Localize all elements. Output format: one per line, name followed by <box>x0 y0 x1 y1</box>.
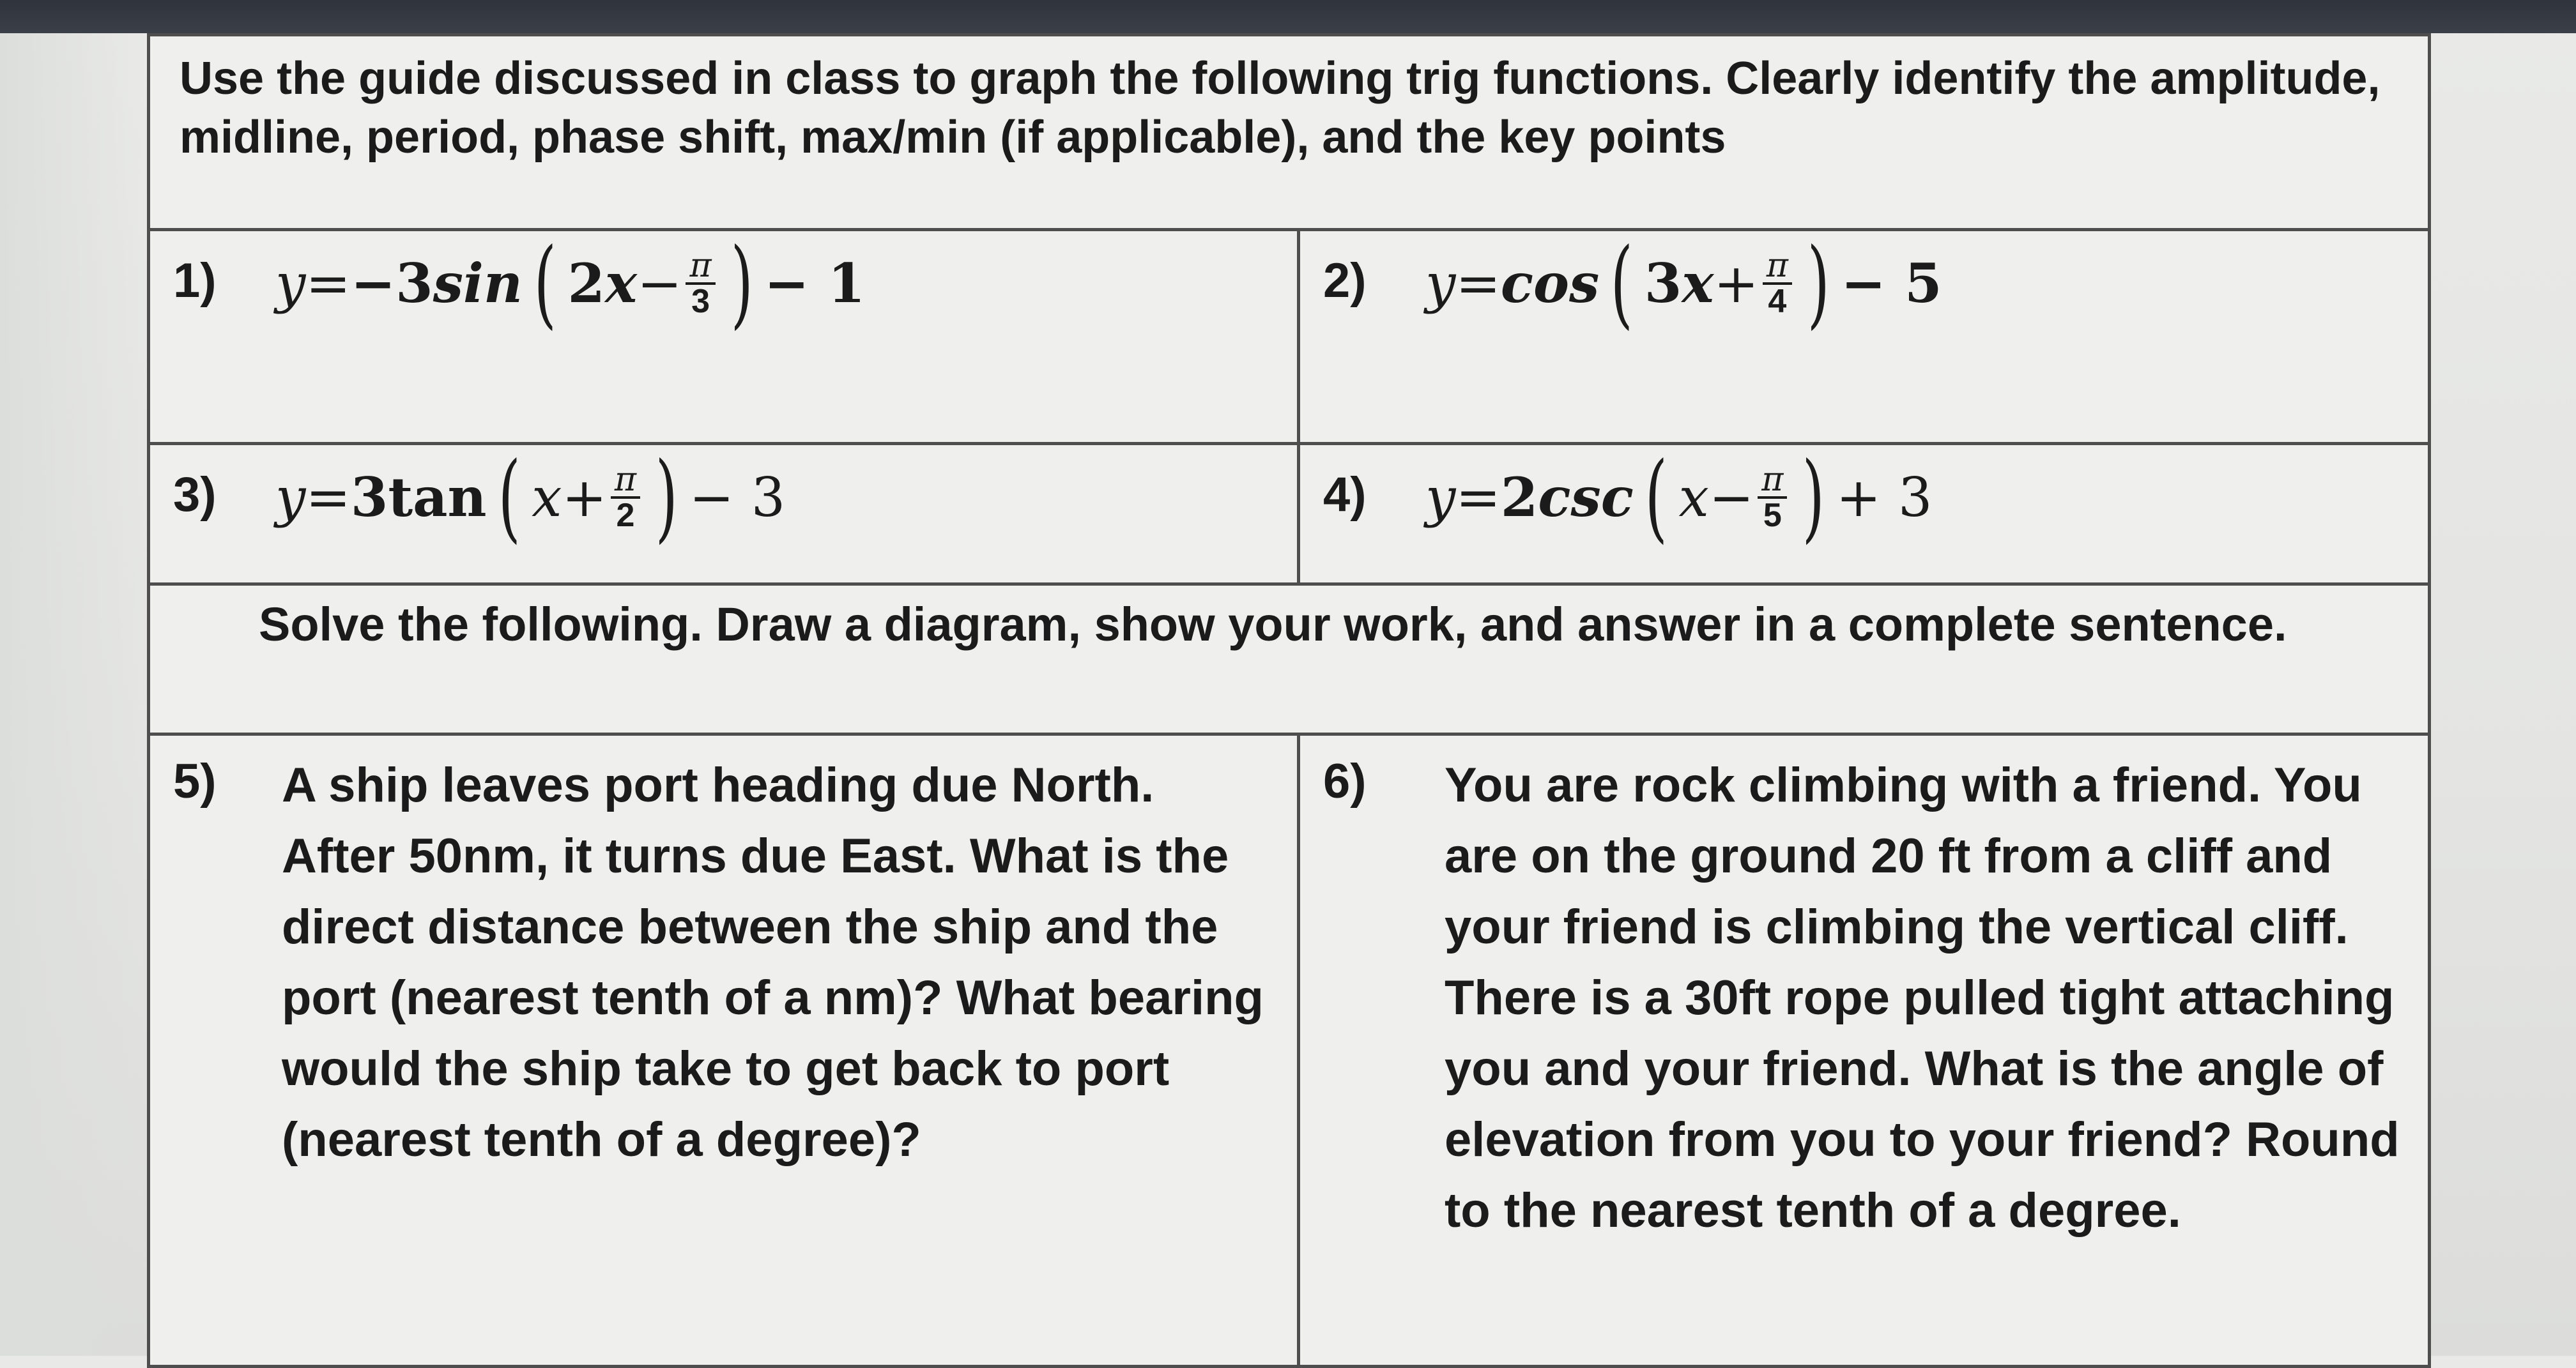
eq-4-lhs: y <box>1425 466 1456 529</box>
problem-6-cell <box>1299 734 2430 1367</box>
eq-2-inner-x: x <box>1682 252 1714 315</box>
eq-4-operator: − <box>1708 466 1754 529</box>
eq-4-inner-x: x <box>1678 466 1709 529</box>
worksheet-table <box>147 33 2431 1368</box>
eq-4-function: csc <box>1538 466 1634 529</box>
eq-1-open-paren: ( <box>533 229 556 339</box>
eq-1-fraction-denominator: 3 <box>691 283 710 320</box>
eq-4-coef: 2 <box>1500 466 1538 529</box>
eq-4-fraction-numerator: π <box>1758 463 1787 499</box>
eq-2-lhs: y <box>1425 252 1456 315</box>
instructions-row <box>149 35 2430 230</box>
problem-3-equation <box>275 443 786 553</box>
problem-3-number: 3) <box>173 467 217 522</box>
eq-3-lhs: y <box>275 466 306 529</box>
graph-instructions: Use the guide discussed in class to graph the following trig functions. Clearly identify the amplitude, midline, period, phase shift, max/min (if applicable), and the key points <box>180 53 2380 163</box>
problem-5-cell <box>149 734 1299 1367</box>
problem-2-equation <box>1425 229 1942 339</box>
solve-instructions: Solve the following. Draw a diagram, show your work, and answer in a complete sentence. <box>259 598 2287 651</box>
problem-3-cell <box>149 444 1299 584</box>
eq-3-close-paren: ) <box>655 443 678 553</box>
eq-2-close-paren: ) <box>1807 229 1830 339</box>
background-shade <box>0 33 147 1356</box>
problem-6-number: 6) <box>1323 754 1367 809</box>
problem-row-1-2 <box>149 230 2430 444</box>
eq-1-tail: − 1 <box>764 252 866 315</box>
eq-1-lhs: y <box>275 252 306 315</box>
eq-3-fraction-numerator: π <box>611 463 640 499</box>
problem-2-number: 2) <box>1323 254 1367 308</box>
eq-2-operator: + <box>1713 252 1759 315</box>
eq-2-function: cos <box>1500 252 1600 315</box>
problem-5-number: 5) <box>173 754 217 809</box>
eq-1-operator: − <box>637 252 682 315</box>
eq-4-tail: + 3 <box>1836 466 1933 529</box>
subheader-row <box>149 584 2430 734</box>
problem-5-text: A ship leaves port heading due North. After 50nm, it turns due East. What is the direct distance between the ship and the port (nearest tenth of a nm)? What bearing would the ship take to get back to port (nearest tenth of a degree)? <box>282 758 1264 1167</box>
eq-3-equals: = <box>305 466 351 529</box>
eq-1-equals: = <box>305 252 351 315</box>
problem-row-5-6 <box>149 734 2430 1367</box>
eq-3-inner-x: x <box>532 466 562 529</box>
instructions-cell <box>149 35 2430 230</box>
eq-1-fraction <box>686 249 715 318</box>
eq-1-close-paren: ) <box>730 229 753 339</box>
eq-1-fraction-numerator: π <box>686 249 715 285</box>
eq-1-coef: −3 <box>350 252 433 315</box>
problem-6-text: You are rock climbing with a friend. You are on the ground 20 ft from a cliff and your friend is climbing the vertical cliff. There is a 30ft rope pulled tight attaching you and your friend. What is the angle of elevation from you to your friend? Round to the nearest tenth of a degree. <box>1445 758 2400 1238</box>
eq-1-function: sin <box>433 252 523 315</box>
eq-2-fraction-numerator: π <box>1763 249 1792 285</box>
subheader-cell <box>149 584 2430 734</box>
eq-2-open-paren: ( <box>1611 229 1634 339</box>
eq-3-coef: 3 <box>350 466 388 529</box>
problem-row-3-4 <box>149 444 2430 584</box>
problem-1-equation <box>275 229 866 339</box>
eq-2-tail: − 5 <box>1841 252 1942 315</box>
eq-4-fraction <box>1758 460 1787 534</box>
eq-3-fraction-denominator: 2 <box>616 497 635 534</box>
eq-2-inner-coef: 3 <box>1644 252 1682 315</box>
eq-2-equals: = <box>1455 252 1501 315</box>
eq-4-equals: = <box>1455 466 1501 529</box>
problem-2-cell <box>1299 230 2430 444</box>
eq-2-fraction-denominator: 4 <box>1768 283 1787 320</box>
problem-1-cell <box>149 230 1299 444</box>
eq-2-fraction <box>1763 249 1792 318</box>
eq-4-open-paren: ( <box>1644 443 1667 553</box>
problem-4-equation <box>1425 443 1933 553</box>
eq-3-fraction <box>611 460 640 534</box>
eq-3-operator: + <box>562 466 607 529</box>
eq-3-tail: − 3 <box>689 466 786 529</box>
eq-4-fraction-denominator: 5 <box>1763 497 1782 534</box>
problem-4-number: 4) <box>1323 467 1367 522</box>
eq-1-inner-coef: 2 <box>567 252 605 315</box>
eq-3-function: tan <box>388 466 487 529</box>
problem-4-cell <box>1299 444 2430 584</box>
eq-4-close-paren: ) <box>1802 443 1825 553</box>
eq-3-open-paren: ( <box>498 443 521 553</box>
eq-1-inner-x: x <box>604 252 638 315</box>
problem-1-number: 1) <box>173 254 217 308</box>
monitor-bezel <box>0 0 2576 33</box>
